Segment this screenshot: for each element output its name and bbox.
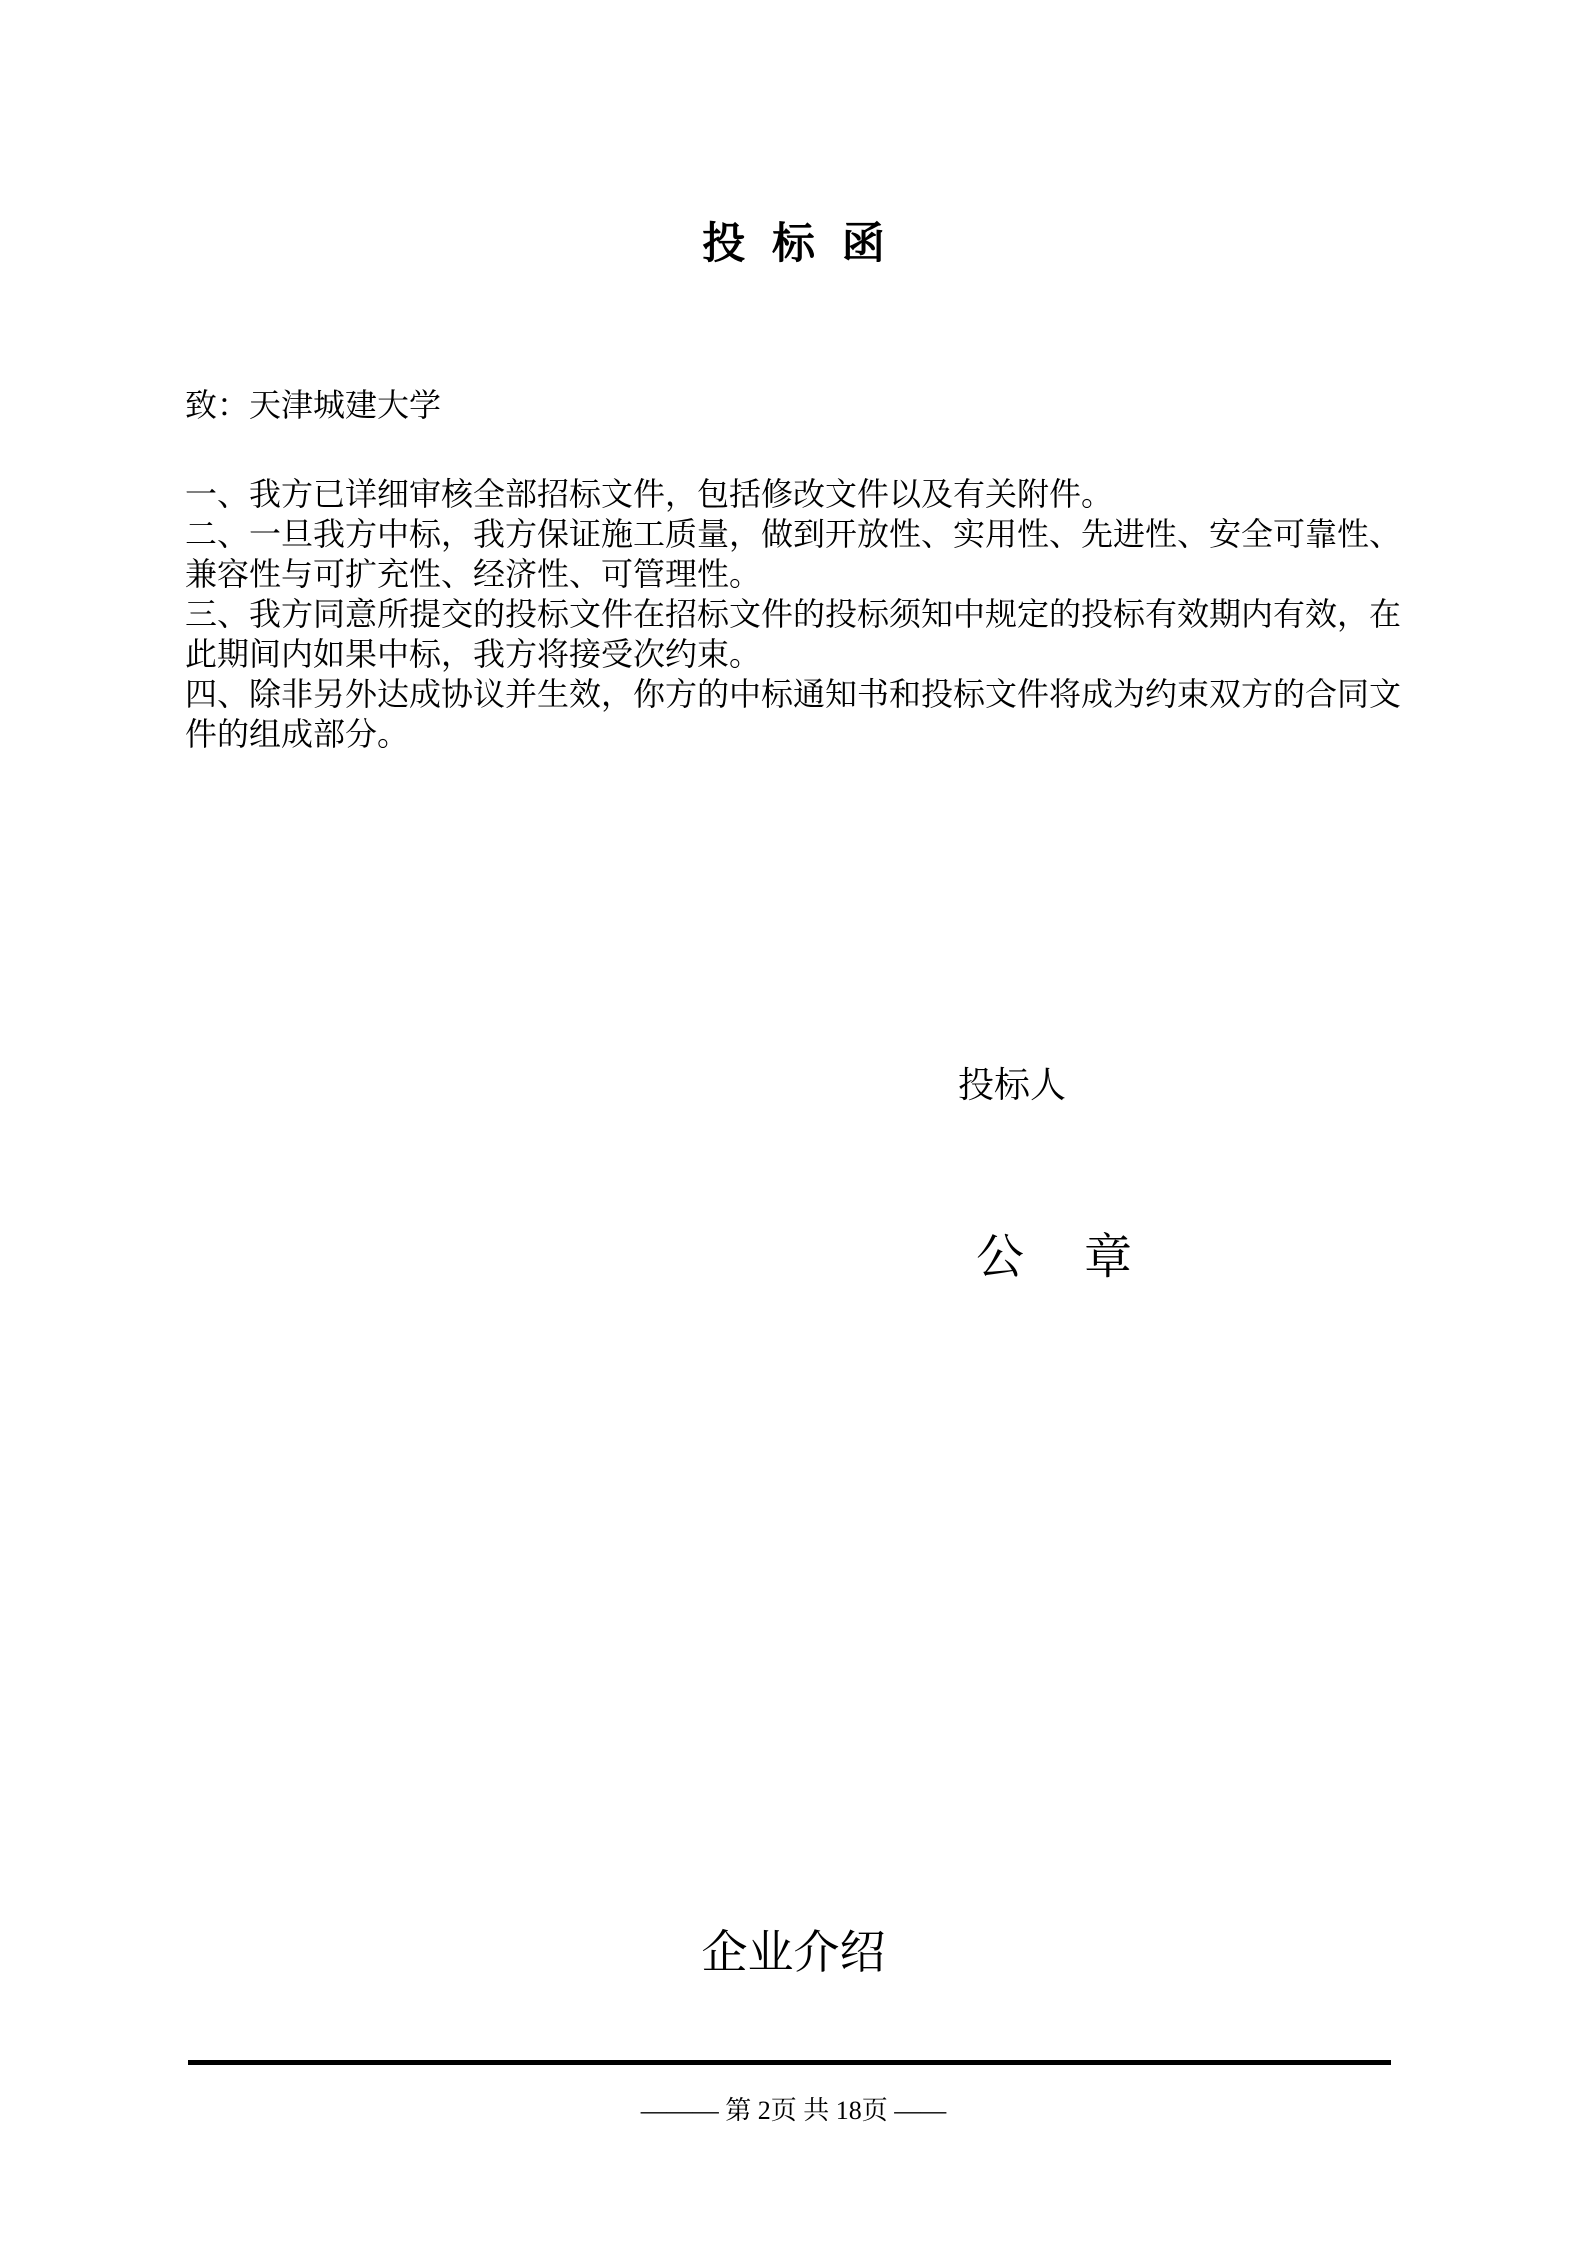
term-line-2-cont: 兼容性与可扩充性、经济性、可管理性。 (185, 556, 762, 592)
term-line-4-cont: 件的组成部分。 (185, 716, 410, 752)
bidder-label: 投标人 (958, 1065, 1067, 1105)
term-line-4: 四、除非另外达成协议并生效，你方的中标通知书和投标文件将成为约束双方的合同文 (185, 676, 1402, 712)
term-line-3-cont: 此期间内如果中标，我方将接受次约束。 (185, 636, 762, 672)
footer-divider (188, 2060, 1391, 2065)
recipient-line: 致：天津城建大学 (185, 387, 442, 423)
term-line-2: 二、一旦我方中标，我方保证施工质量，做到开放性、实用性、先进性、安全可靠性、 (185, 516, 1402, 552)
next-section-title: 企业介绍 (701, 1927, 886, 1978)
term-line-1: 一、我方已详细审核全部招标文件，包括修改文件以及有关附件。 (185, 476, 1114, 512)
document-title: 投 标 函 (702, 221, 885, 268)
official-seal-label: 公 章 (976, 1231, 1139, 1284)
term-line-3: 三、我方同意所提交的投标文件在招标文件的投标须知中规定的投标有效期内有效，在 (185, 596, 1402, 632)
terms-section (185, 474, 1401, 754)
page-footer: ——— 第 2页 共 18页 —— (640, 2096, 947, 2125)
